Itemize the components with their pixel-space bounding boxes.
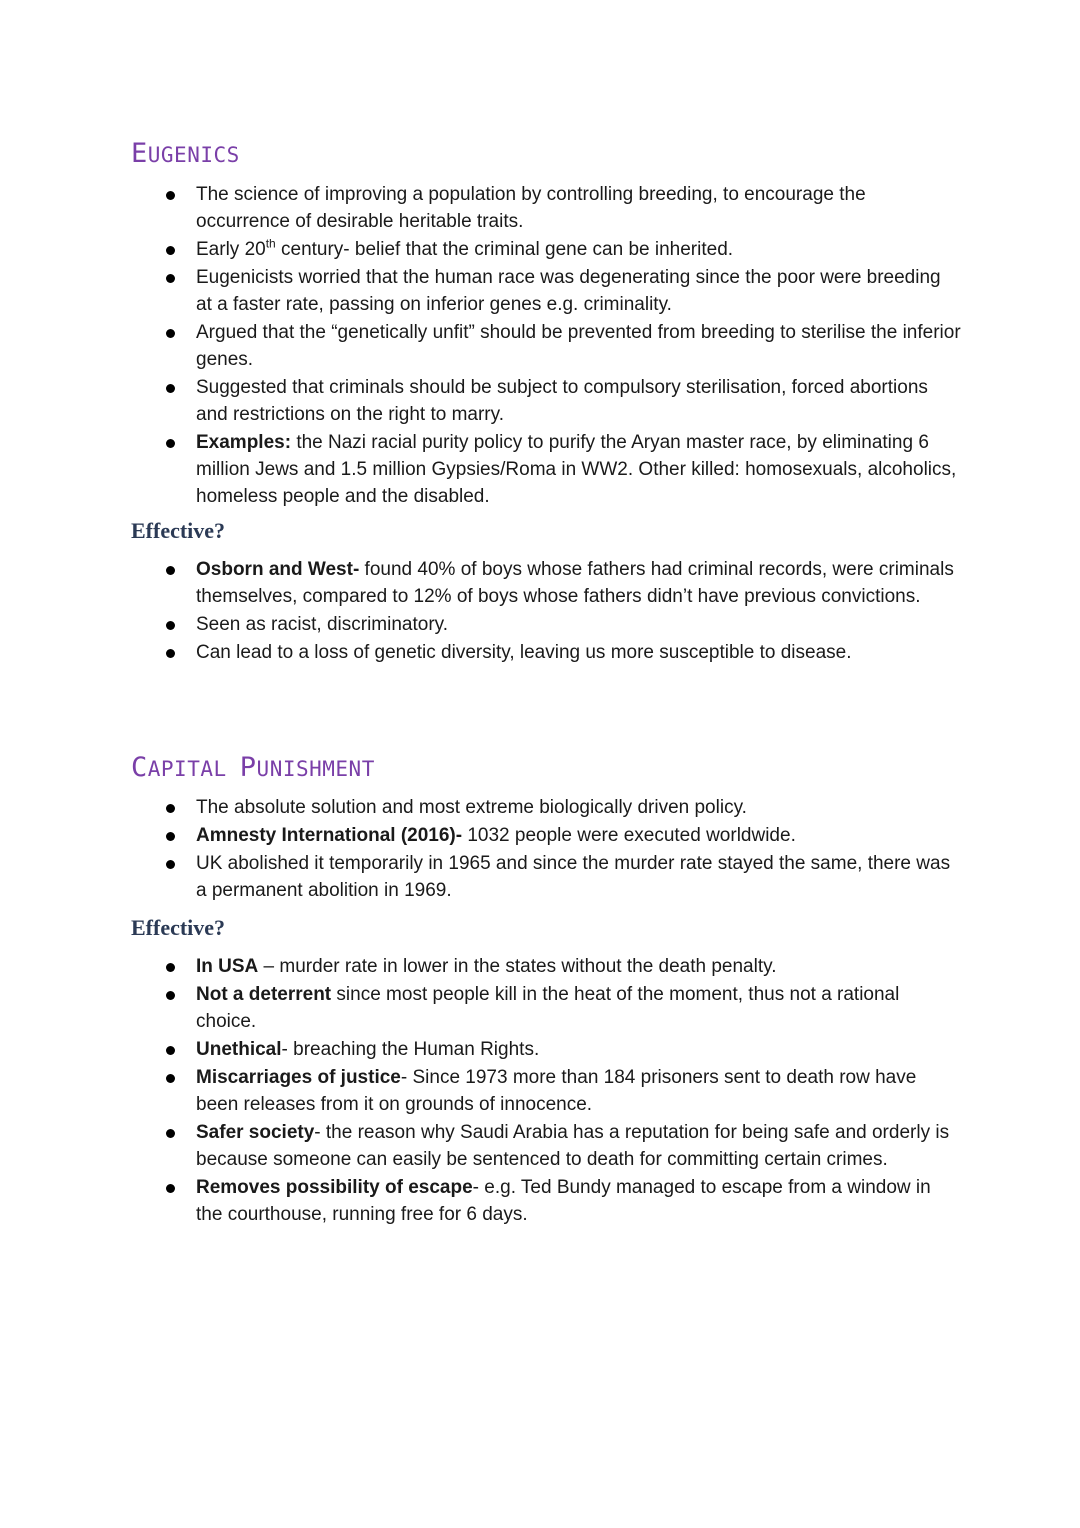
bullet-text: Suggested that criminals should be subject to compulsory sterilisation, forced abortions and restrictions on the right to marry. [196, 377, 928, 425]
bullet-text: - Since 1973 more than 184 prisoners sent to death row have been releases from it on grounds of innocence. [196, 1067, 917, 1115]
bullet-text: - e.g. Ted Bundy managed to escape from a window in the courthouse, running free for 6 days. [196, 1177, 931, 1225]
capital-punishment-section [131, 752, 961, 905]
heading-initial: C [131, 752, 148, 783]
eugenics-section [131, 138, 961, 511]
bullet-icon [166, 1046, 175, 1055]
list-item [131, 981, 961, 1035]
bullet-icon [166, 329, 175, 338]
bullet-text: The science of improving a population by controlling breeding, to encourage the occurrence of desirable heritable traits. [196, 184, 866, 232]
capital-punishment-list [131, 794, 961, 904]
list-item [131, 319, 961, 373]
list-item [131, 953, 961, 980]
list-item [131, 556, 961, 610]
bullet-bold-lead: Osborn and West- [196, 559, 360, 580]
bullet-text: Argued that the “genetically unfit” should be prevented from breeding to sterilise the inferior genes. [196, 322, 961, 370]
bullet-icon [166, 439, 175, 448]
bullet-icon [166, 860, 175, 869]
bullet-text: Seen as racist, discriminatory. [196, 614, 449, 635]
bullet-icon [166, 246, 175, 255]
bullet-icon [166, 832, 175, 841]
bullet-icon [166, 804, 175, 813]
bullet-icon [166, 1129, 175, 1138]
bullet-text: found 40% of boys whose fathers had criminal records, were criminals themselves, compared to 12% of boys whose fathers didn’t have previous convictions. [196, 559, 954, 607]
bullet-text: - the reason why Saudi Arabia has a reputation for being safe and orderly is because someone can easily be sentenced to death for committing certain crimes. [196, 1122, 950, 1170]
bullet-bold-lead: Unethical [196, 1039, 282, 1060]
heading-rest: APITAL [147, 757, 240, 781]
bullet-icon [166, 649, 175, 658]
bullet-text: the Nazi racial purity policy to purify the Aryan master race, by eliminating 6 million Jews and 1.5 million Gypsies/Roma in WW2. Other killed: homosexuals, alcoholics, homeless people and the disabled. [196, 432, 957, 507]
bullet-text: Early 20 [196, 239, 266, 260]
eugenics-effective-list [131, 556, 961, 666]
capital-effective-section [131, 914, 961, 1229]
list-item [131, 181, 961, 235]
bullet-bold-lead: Examples: [196, 432, 292, 453]
capital-punishment-heading [131, 752, 961, 785]
bullet-text: - breaching the Human Rights. [281, 1039, 540, 1060]
eugenics-list [131, 181, 961, 510]
bullet-bold-lead: Not a deterrent [196, 984, 332, 1005]
bullet-text: Eugenicists worried that the human race was degenerating since the poor were breeding at a faster rate, passing on inferior genes e.g. criminality. [196, 267, 941, 315]
effective-heading: Effective? [131, 915, 226, 940]
capital-effective-list [131, 953, 961, 1228]
list-item [131, 1174, 961, 1228]
list-item [131, 822, 961, 849]
bullet-icon [166, 384, 175, 393]
effective-heading: Effective? [131, 518, 226, 543]
bullet-icon [166, 566, 175, 575]
bullet-bold-lead: Removes possibility of escape [196, 1177, 473, 1198]
list-item [131, 639, 961, 666]
list-item [131, 1036, 961, 1063]
bullet-bold-lead: In USA [196, 956, 259, 977]
superscript: th [265, 236, 276, 251]
bullet-text: The absolute solution and most extreme biologically driven policy. [196, 797, 747, 818]
bullet-text: since most people kill in the heat of the moment, thus not a rational choice. [196, 984, 900, 1032]
list-item [131, 264, 961, 318]
list-item [131, 374, 961, 428]
heading-initial: P [239, 752, 257, 783]
list-item [131, 1119, 961, 1173]
bullet-text: 1032 people were executed worldwide. [462, 825, 796, 846]
list-item [131, 850, 961, 904]
bullet-icon [166, 991, 175, 1000]
list-item [131, 1064, 961, 1118]
bullet-icon [166, 1074, 175, 1083]
list-item [131, 611, 961, 638]
bullet-icon [166, 621, 175, 630]
heading-rest: UGENICS [147, 143, 240, 167]
bullet-text: century- belief that the criminal gene can be inherited. [275, 239, 734, 260]
bullet-icon [166, 1184, 175, 1193]
heading-initial: E [131, 138, 148, 169]
list-item [131, 236, 961, 263]
heading-rest: UNISHMENT [256, 757, 375, 781]
bullet-bold-lead: Miscarriages of justice [196, 1067, 401, 1088]
eugenics-heading [131, 138, 961, 171]
bullet-bold-lead: Amnesty International (2016)- [196, 825, 463, 846]
bullet-text: – murder rate in lower in the states without the death penalty. [258, 956, 777, 977]
list-item [131, 794, 961, 821]
list-item [131, 429, 961, 510]
bullet-text: Can lead to a loss of genetic diversity, leaving us more susceptible to disease. [196, 642, 852, 663]
bullet-icon [166, 963, 175, 972]
bullet-icon [166, 274, 175, 283]
bullet-icon [166, 191, 175, 200]
bullet-text: UK abolished it temporarily in 1965 and since the murder rate stayed the same, there was a permanent abolition in 1969. [196, 853, 951, 901]
eugenics-effective-section [131, 517, 961, 667]
bullet-bold-lead: Safer society [196, 1122, 315, 1143]
